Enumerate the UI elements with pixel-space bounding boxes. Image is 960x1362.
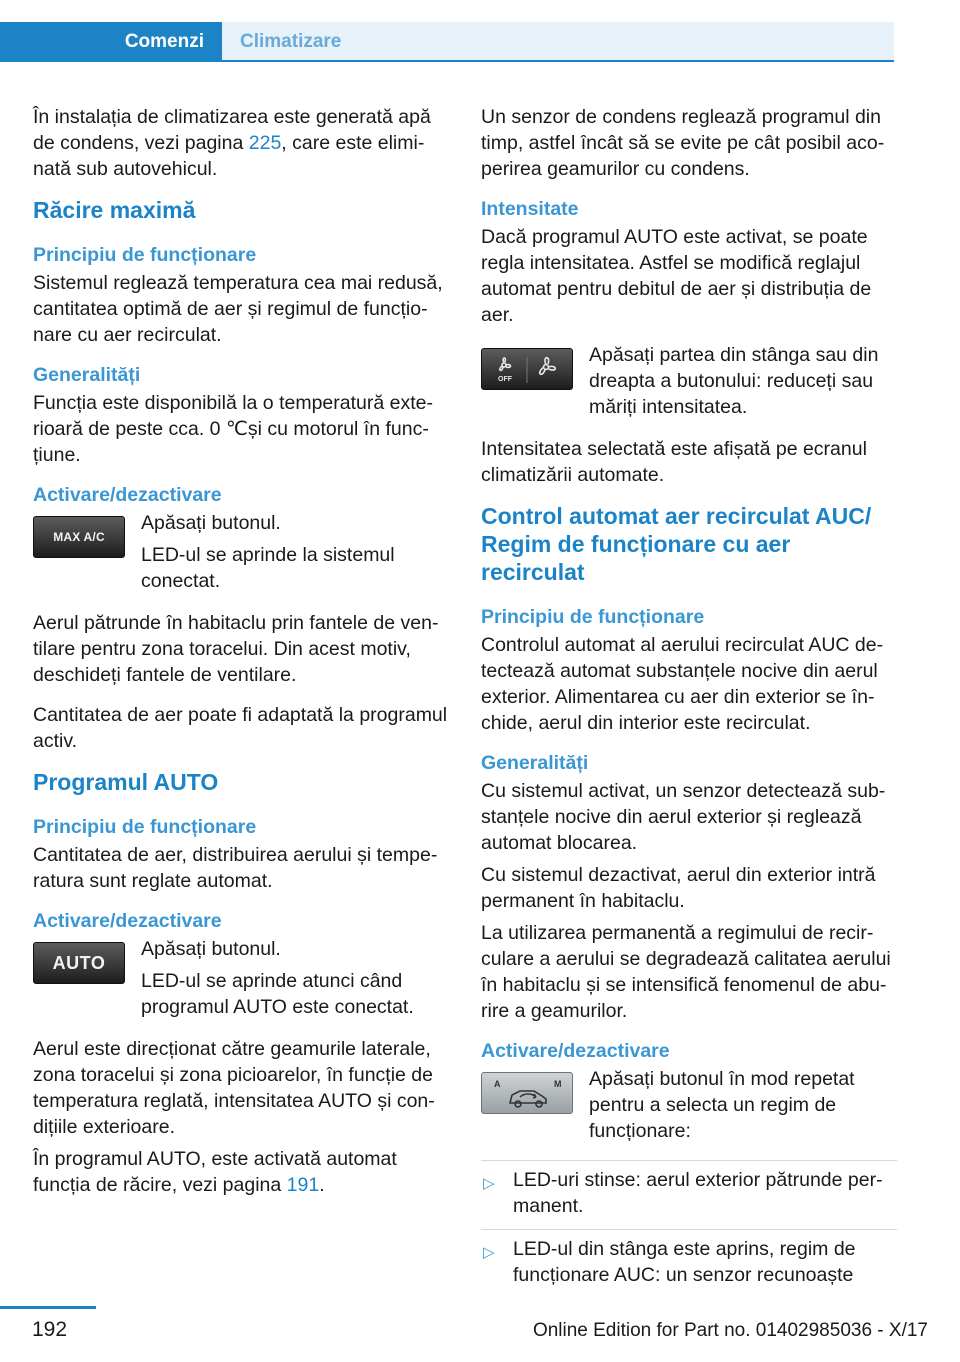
subheading-activation: Activare/dezactivare: [481, 1040, 670, 1062]
subheading-principle: Principiu de funcționare: [33, 816, 257, 838]
page-link-191[interactable]: 191: [286, 1174, 320, 1196]
auto-button-image: AUTO: [33, 942, 125, 984]
paragraph: Un senzor de condens reglează programul din timp, astfel încât să se evite pe cât posibil acoperirea geamurilor cu condens.: [481, 106, 885, 180]
paragraph: Cantitatea de aer poate fi adaptată la programul activ.: [33, 704, 448, 752]
subheading-general: Generalități: [33, 364, 141, 386]
triangle-bullet-icon: ▷: [483, 1175, 495, 1192]
paragraph: Apăsați butonul.: [141, 512, 281, 534]
paragraph: Cu sistemul dezactivat, aerul din exterior intră permanent în habitaclu.: [481, 864, 876, 912]
auto-instruction: [33, 936, 451, 1034]
subheading-principle: Principiu de funcționare: [33, 244, 257, 266]
subheading-principle: Principiu de funcționare: [481, 606, 705, 628]
subheading-general: Generalități: [481, 752, 589, 774]
page-link-225[interactable]: 225: [248, 132, 282, 154]
section-title-auc: Control automat aer recirculat AUC/ Regim de funcționare cu aer recirculat: [481, 503, 872, 585]
paragraph: Apăsați butonul.: [141, 938, 281, 960]
max-ac-button-image: MAX A/C: [33, 516, 125, 558]
paragraph: Cu sistemul activat, un senzor detectează substanțele nocive din aerul exterior și reglează automat blocarea.: [481, 780, 886, 854]
intensity-button-image: [481, 348, 573, 390]
paragraph: Apăsați butonul în mod repetat pentru a selecta un regim de funcționare:: [589, 1068, 855, 1142]
max-ac-instruction: [33, 510, 451, 608]
paragraph: Intensitatea selectată este afișată pe ecranul climatizării automate.: [481, 438, 867, 486]
tab-comenzi[interactable]: Comenzi: [0, 22, 222, 62]
paragraph: Funcția este disponibilă la o temperatură exterioară de peste cca. 0 ℃și cu motorul în funcțiune.: [33, 392, 433, 466]
intro-paragraph: În instalația de climatizarea este generată apă de condens, vezi pagina 225, care este eliminată sub autovehicul.: [33, 106, 431, 180]
svg-text:M: M: [554, 1079, 562, 1089]
page-number: 192: [32, 1318, 68, 1341]
right-column: [481, 104, 897, 1298]
paragraph: Dacă programul AUTO este activat, se poate regla intensitatea. Astfel se modifică reglajul automat pentru debitul de aer și distribuția de aer.: [481, 226, 872, 326]
svg-text:OFF: OFF: [498, 376, 512, 383]
paragraph: Apăsați partea din stânga sau din dreapta a butonului: reduceți sau măriți intensitatea.: [589, 344, 879, 418]
paragraph: Sistemul reglează temperatura cea mai redusă, cantitatea optimă de aer și regimul de funcționare cu aer recirculat.: [33, 272, 443, 346]
subheading-activation: Activare/dezactivare: [33, 484, 222, 506]
recirculation-instruction: [481, 1066, 897, 1158]
fan-icon: [484, 351, 570, 387]
paragraph: Controlul automat al aerului recirculat AUC detectează automat substanțele nocive din aerul exterior. Alimentarea cu aer din exterior se închide, aerul din interior este recirculat.: [481, 634, 884, 734]
paragraph: Aerul este direcționat către geamurile laterale, zona toracelui și zona picioarelor, în funcție de temperatura reglată, intensitatea AUTO și condițiile exterioare.: [33, 1038, 435, 1138]
mode-list: [481, 1160, 897, 1294]
edition-note: Online Edition for Part no. 01402985036 - X/17: [532, 1320, 928, 1341]
footer-divider: [0, 1306, 96, 1309]
recirculation-button-image: [481, 1072, 573, 1114]
paragraph: LED-ul se aprinde la sistemul conectat.: [141, 544, 395, 592]
subheading-intensity: Intensitate: [481, 198, 579, 220]
list-item: ▷ LED-uri stinse: aerul exterior pătrunde permanent.: [481, 1160, 897, 1225]
section-title-auto: Programul AUTO: [33, 769, 219, 795]
paragraph: Aerul pătrunde în habitaclu prin fantele de ventilare pentru zona toracelui. Din acest motiv, deschideți fantele de ventilare.: [33, 612, 439, 686]
header-divider: [0, 60, 894, 62]
left-column: [33, 104, 451, 1212]
list-item: ▷ LED-ul din stânga este aprins, regim de funcționare AUC: un senzor recunoaște: [481, 1229, 897, 1294]
page-header: [0, 0, 960, 62]
tab-climatizare[interactable]: Climatizare: [222, 22, 894, 62]
svg-text:A: A: [494, 1079, 501, 1089]
recirculation-car-icon: [484, 1075, 570, 1111]
intensity-instruction: [481, 342, 897, 434]
subheading-activation: Activare/dezactivare: [33, 910, 222, 932]
paragraph: LED-ul se aprinde atunci când programul AUTO este conectat.: [141, 970, 414, 1018]
paragraph: Cantitatea de aer, distribuirea aerului și temperatura sunt reglate automat.: [33, 844, 438, 892]
paragraph: În programul AUTO, este activată automat funcția de răcire, vezi pagina 191.: [33, 1148, 397, 1196]
section-title-max-cooling: Răcire maximă: [33, 197, 196, 223]
paragraph: La utilizarea permanentă a regimului de recirculare a aerului se degradează calitatea aerului în habitaclu și se intensifică fenomenul de aburire a geamurilor.: [481, 922, 891, 1022]
triangle-bullet-icon: ▷: [483, 1244, 495, 1261]
